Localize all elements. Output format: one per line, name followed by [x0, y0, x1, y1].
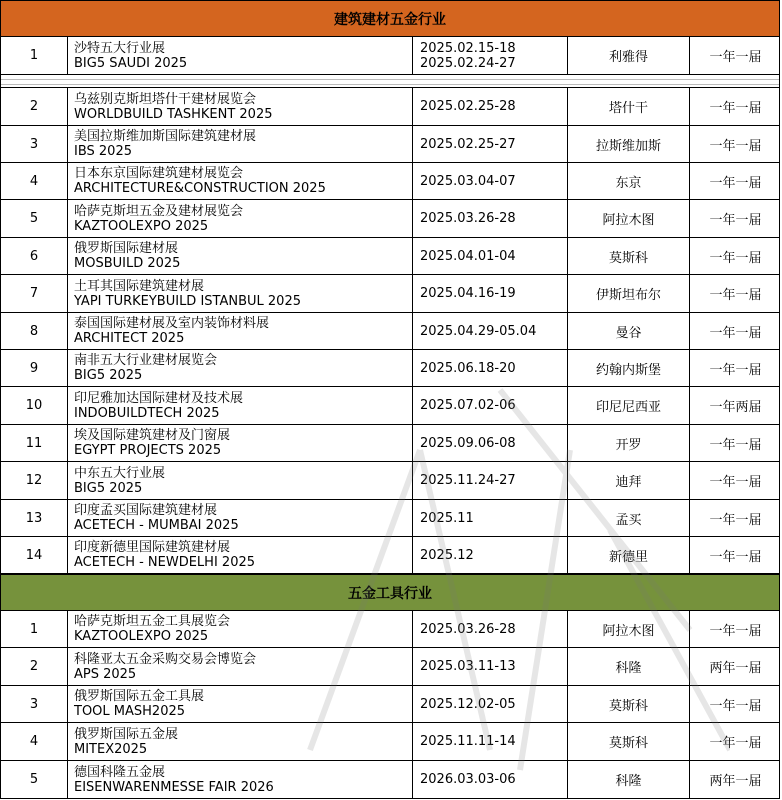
exhibition-name-cn: 俄罗斯国际建材展 [74, 241, 179, 256]
exhibition-frequency: 一年一届 [709, 175, 762, 191]
exhibition-name [68, 425, 413, 461]
exhibition-name-en: MITEX2025 [74, 741, 148, 757]
exhibition-frequency: 一年一届 [709, 475, 762, 490]
exhibition-city: 科隆 [568, 761, 690, 798]
exhibition-name [68, 200, 413, 237]
row-gap [0, 80, 780, 88]
exhibition-date: 2025.02.25-28 [420, 99, 516, 114]
exhibition-name-cn: 印度孟买国际建筑建材展 [74, 503, 218, 518]
exhibition-date: 2025.03.04-07 [420, 173, 516, 189]
row-number: 1 [1, 611, 68, 647]
exhibition-name-cn: 南非五大行业建材展览会 [74, 353, 218, 368]
exhibition-city: 开罗 [568, 425, 690, 461]
exhibition-frequency: 一年一届 [709, 362, 762, 378]
exhibition-name [68, 686, 413, 722]
exhibition-dates [413, 163, 568, 199]
table-row [0, 611, 780, 648]
exhibition-name [68, 500, 413, 536]
table-row [0, 37, 780, 75]
exhibition-dates [413, 537, 568, 573]
row-number: 2 [1, 648, 68, 685]
row-number: 7 [1, 275, 68, 312]
exhibition-name-cn: 科隆亚太五金采购交易会博览会 [74, 651, 257, 667]
exhibition-frequency: 一年一届 [709, 325, 762, 341]
exhibition-name-cn: 印尼雅加达国际建材及技术展 [74, 390, 244, 406]
exhibition-date: 2025.02.25-27 [420, 136, 516, 152]
exhibition-name-en: TOOL MASH2025 [74, 704, 186, 719]
exhibition-dates [413, 686, 568, 722]
exhibition-date: 2025.06.18-20 [420, 360, 516, 376]
exhibition-dates [413, 387, 568, 424]
exhibition-name-en: EISENWARENMESSE FAIR 2026 [74, 779, 274, 795]
exhibition-name-cn: 埃及国际建筑建材及门窗展 [74, 428, 231, 443]
table-row [0, 126, 780, 163]
exhibition-date: 2025.09.06-08 [420, 435, 516, 451]
table-row [0, 723, 780, 761]
exhibition-date: 2025.03.26-28 [420, 621, 516, 637]
exhibition-name-en: BIG5 SAUDI 2025 [74, 55, 188, 71]
row-number: 1 [1, 37, 68, 74]
exhibition-date: 2025.04.01-04 [420, 248, 516, 264]
exhibition-frequency: 一年一届 [709, 101, 762, 116]
table-row [0, 200, 780, 238]
exhibition-city: 曼谷 [568, 313, 690, 349]
row-number: 5 [1, 200, 68, 237]
exhibition-name [68, 387, 413, 424]
row-number: 3 [1, 126, 68, 162]
exhibition-name-cn: 泰国国际建材展及室内装饰材料展 [74, 316, 270, 331]
exhibition-name-en: EGYPT PROJECTS 2025 [74, 443, 222, 458]
row-number: 14 [1, 537, 68, 573]
exhibition-name [68, 126, 413, 162]
exhibition-dates [413, 313, 568, 349]
exhibition-dates [413, 37, 568, 74]
exhibition-name [68, 37, 413, 74]
row-number: 11 [1, 425, 68, 461]
exhibition-dates [413, 500, 568, 536]
exhibition-name [68, 611, 413, 647]
exhibition-city: 孟买 [568, 500, 690, 536]
exhibition-city: 莫斯科 [568, 686, 690, 722]
exhibition-name [68, 723, 413, 760]
exhibition-name-en: ARCHITECT 2025 [74, 331, 185, 346]
exhibition-name-en: BIG5 2025 [74, 368, 143, 383]
exhibition-frequency: 一年一届 [709, 736, 762, 751]
exhibition-name-cn: 德国科隆五金展 [74, 764, 166, 780]
exhibition-name [68, 537, 413, 573]
row-number: 5 [1, 761, 68, 798]
exhibition-dates [413, 275, 568, 312]
exhibition-frequency: 一年一届 [709, 250, 762, 266]
table-row [0, 313, 780, 350]
exhibition-name [68, 350, 413, 386]
exhibition-city: 塔什干 [568, 88, 690, 125]
section-header-hardware: 五金工具行业 [0, 574, 780, 611]
table-row [0, 350, 780, 387]
exhibition-dates [413, 761, 568, 798]
exhibition-name-cn: 乌兹别克斯坦塔什干建材展览会 [74, 91, 257, 107]
exhibition-date: 2025.11.24-27 [420, 473, 516, 488]
exhibition-date: 2025.12 [420, 547, 474, 563]
exhibition-name-cn: 印度新德里国际建筑建材展 [74, 540, 231, 555]
exhibition-name [68, 88, 413, 125]
exhibition-dates [413, 350, 568, 386]
exhibition-name-cn: 沙特五大行业展 [74, 40, 166, 56]
exhibition-dates [413, 425, 568, 461]
exhibition-dates [413, 238, 568, 274]
exhibition-dates [413, 723, 568, 760]
exhibition-dates [413, 462, 568, 499]
exhibition-name-en: YAPI TURKEYBUILD ISTANBUL 2025 [74, 293, 301, 309]
exhibition-city: 拉斯维加斯 [568, 126, 690, 162]
exhibition-city: 迪拜 [568, 462, 690, 499]
exhibition-name-cn: 哈萨克斯坦五金工具展览会 [74, 614, 231, 629]
exhibition-name-cn: 日本东京国际建筑建材展览会 [74, 166, 244, 181]
table-row [0, 462, 780, 500]
row-number: 3 [1, 686, 68, 722]
exhibition-date: 2025.07.02-06 [420, 398, 516, 413]
exhibition-date: 2025.11.11-14 [420, 734, 516, 749]
table-row [0, 648, 780, 686]
row-number: 9 [1, 350, 68, 386]
exhibition-name-en: IBS 2025 [74, 144, 132, 159]
exhibition-frequency: 一年一届 [709, 138, 762, 154]
row-number: 13 [1, 500, 68, 536]
exhibition-frequency: 一年一届 [709, 437, 762, 453]
exhibition-name [68, 462, 413, 499]
exhibition-city: 莫斯科 [568, 723, 690, 760]
exhibition-city: 阿拉木图 [568, 611, 690, 647]
row-number: 8 [1, 313, 68, 349]
exhibition-frequency: 两年一届 [709, 661, 762, 676]
exhibition-dates [413, 611, 568, 647]
table-row [0, 163, 780, 200]
exhibition-city: 约翰内斯堡 [568, 350, 690, 386]
exhibition-name-en: MOSBUILD 2025 [74, 256, 181, 271]
exhibition-name [68, 761, 413, 798]
table-row [0, 686, 780, 723]
exhibition-name-cn: 哈萨克斯坦五金及建材展览会 [74, 203, 244, 219]
exhibition-name-cn: 中东五大行业展 [74, 465, 166, 481]
exhibition-name-en: ARCHITECTURE&CONSTRUCTION 2025 [74, 181, 326, 196]
exhibition-date: 2025.12.02-05 [420, 696, 516, 712]
exhibition-dates [413, 200, 568, 237]
exhibition-name [68, 238, 413, 274]
exhibition-frequency: 一年一届 [709, 512, 762, 528]
exhibition-name-en: KAZTOOLEXPO 2025 [74, 629, 209, 644]
exhibition-name-en: ACETECH - NEWDELHI 2025 [74, 555, 256, 570]
exhibition-city: 印尼尼西亚 [568, 387, 690, 424]
exhibition-name-cn: 美国拉斯维加斯国际建筑建材展 [74, 129, 257, 144]
exhibition-frequency: 一年一届 [709, 213, 762, 228]
exhibition-name-en: WORLDBUILD TASHKENT 2025 [74, 106, 273, 122]
exhibition-name-en: ACETECH - MUMBAI 2025 [74, 518, 239, 533]
table-row [0, 238, 780, 275]
exhibition-frequency: 两年一届 [709, 774, 762, 789]
exhibition-name-en: BIG5 2025 [74, 480, 143, 496]
row-number: 4 [1, 163, 68, 199]
exhibition-name-cn: 俄罗斯国际五金展 [74, 726, 179, 742]
exhibition-date: 2026.03.03-06 [420, 772, 516, 787]
exhibition-date: 2025.03.11-13 [420, 659, 516, 674]
exhibition-name [68, 275, 413, 312]
exhibition-city: 新德里 [568, 537, 690, 573]
exhibition-frequency: 一年一届 [709, 549, 762, 565]
table-row [0, 425, 780, 462]
exhibition-dates [413, 648, 568, 685]
exhibition-city: 科隆 [568, 648, 690, 685]
table-row [0, 387, 780, 425]
exhibition-name-en: INDOBUILDTECH 2025 [74, 405, 220, 421]
table-row [0, 500, 780, 537]
table-row [0, 275, 780, 313]
exhibition-city: 伊斯坦布尔 [568, 275, 690, 312]
exhibition-frequency: 一年一届 [709, 50, 762, 65]
section-header-building: 建筑建材五金行业 [0, 0, 780, 37]
exhibition-city: 莫斯科 [568, 238, 690, 274]
row-number: 4 [1, 723, 68, 760]
exhibition-city: 利雅得 [568, 37, 690, 74]
row-number: 12 [1, 462, 68, 499]
exhibition-name-en: APS 2025 [74, 666, 137, 682]
exhibition-date: 2025.03.26-28 [420, 211, 516, 226]
exhibition-name [68, 648, 413, 685]
exhibition-frequency: 一年一届 [709, 288, 762, 303]
exhibition-city: 阿拉木图 [568, 200, 690, 237]
exhibition-date: 2025.04.29-05.04 [420, 323, 537, 339]
exhibition-name [68, 163, 413, 199]
exhibition-date: 2025.04.16-19 [420, 286, 516, 301]
exhibition-dates [413, 88, 568, 125]
exhibition-name-cn: 土耳其国际建筑建材展 [74, 278, 205, 294]
row-number: 2 [1, 88, 68, 125]
table-row [0, 88, 780, 126]
table-row [0, 537, 780, 574]
exhibition-city: 东京 [568, 163, 690, 199]
table-row [0, 761, 780, 799]
exhibition-date: 2025.02.24-27 [420, 55, 516, 71]
exhibition-frequency: 一年两届 [709, 400, 762, 415]
exhibition-frequency: 一年一届 [709, 698, 762, 714]
exhibition-name-en: KAZTOOLEXPO 2025 [74, 218, 209, 234]
exhibition-name-cn: 俄罗斯国际五金工具展 [74, 689, 205, 704]
exhibition-frequency: 一年一届 [709, 623, 762, 639]
exhibition-date: 2025.11 [420, 510, 474, 526]
row-number: 10 [1, 387, 68, 424]
exhibition-name [68, 313, 413, 349]
exhibition-dates [413, 126, 568, 162]
exhibition-date: 2025.02.15-18 [420, 40, 516, 56]
row-number: 6 [1, 238, 68, 274]
